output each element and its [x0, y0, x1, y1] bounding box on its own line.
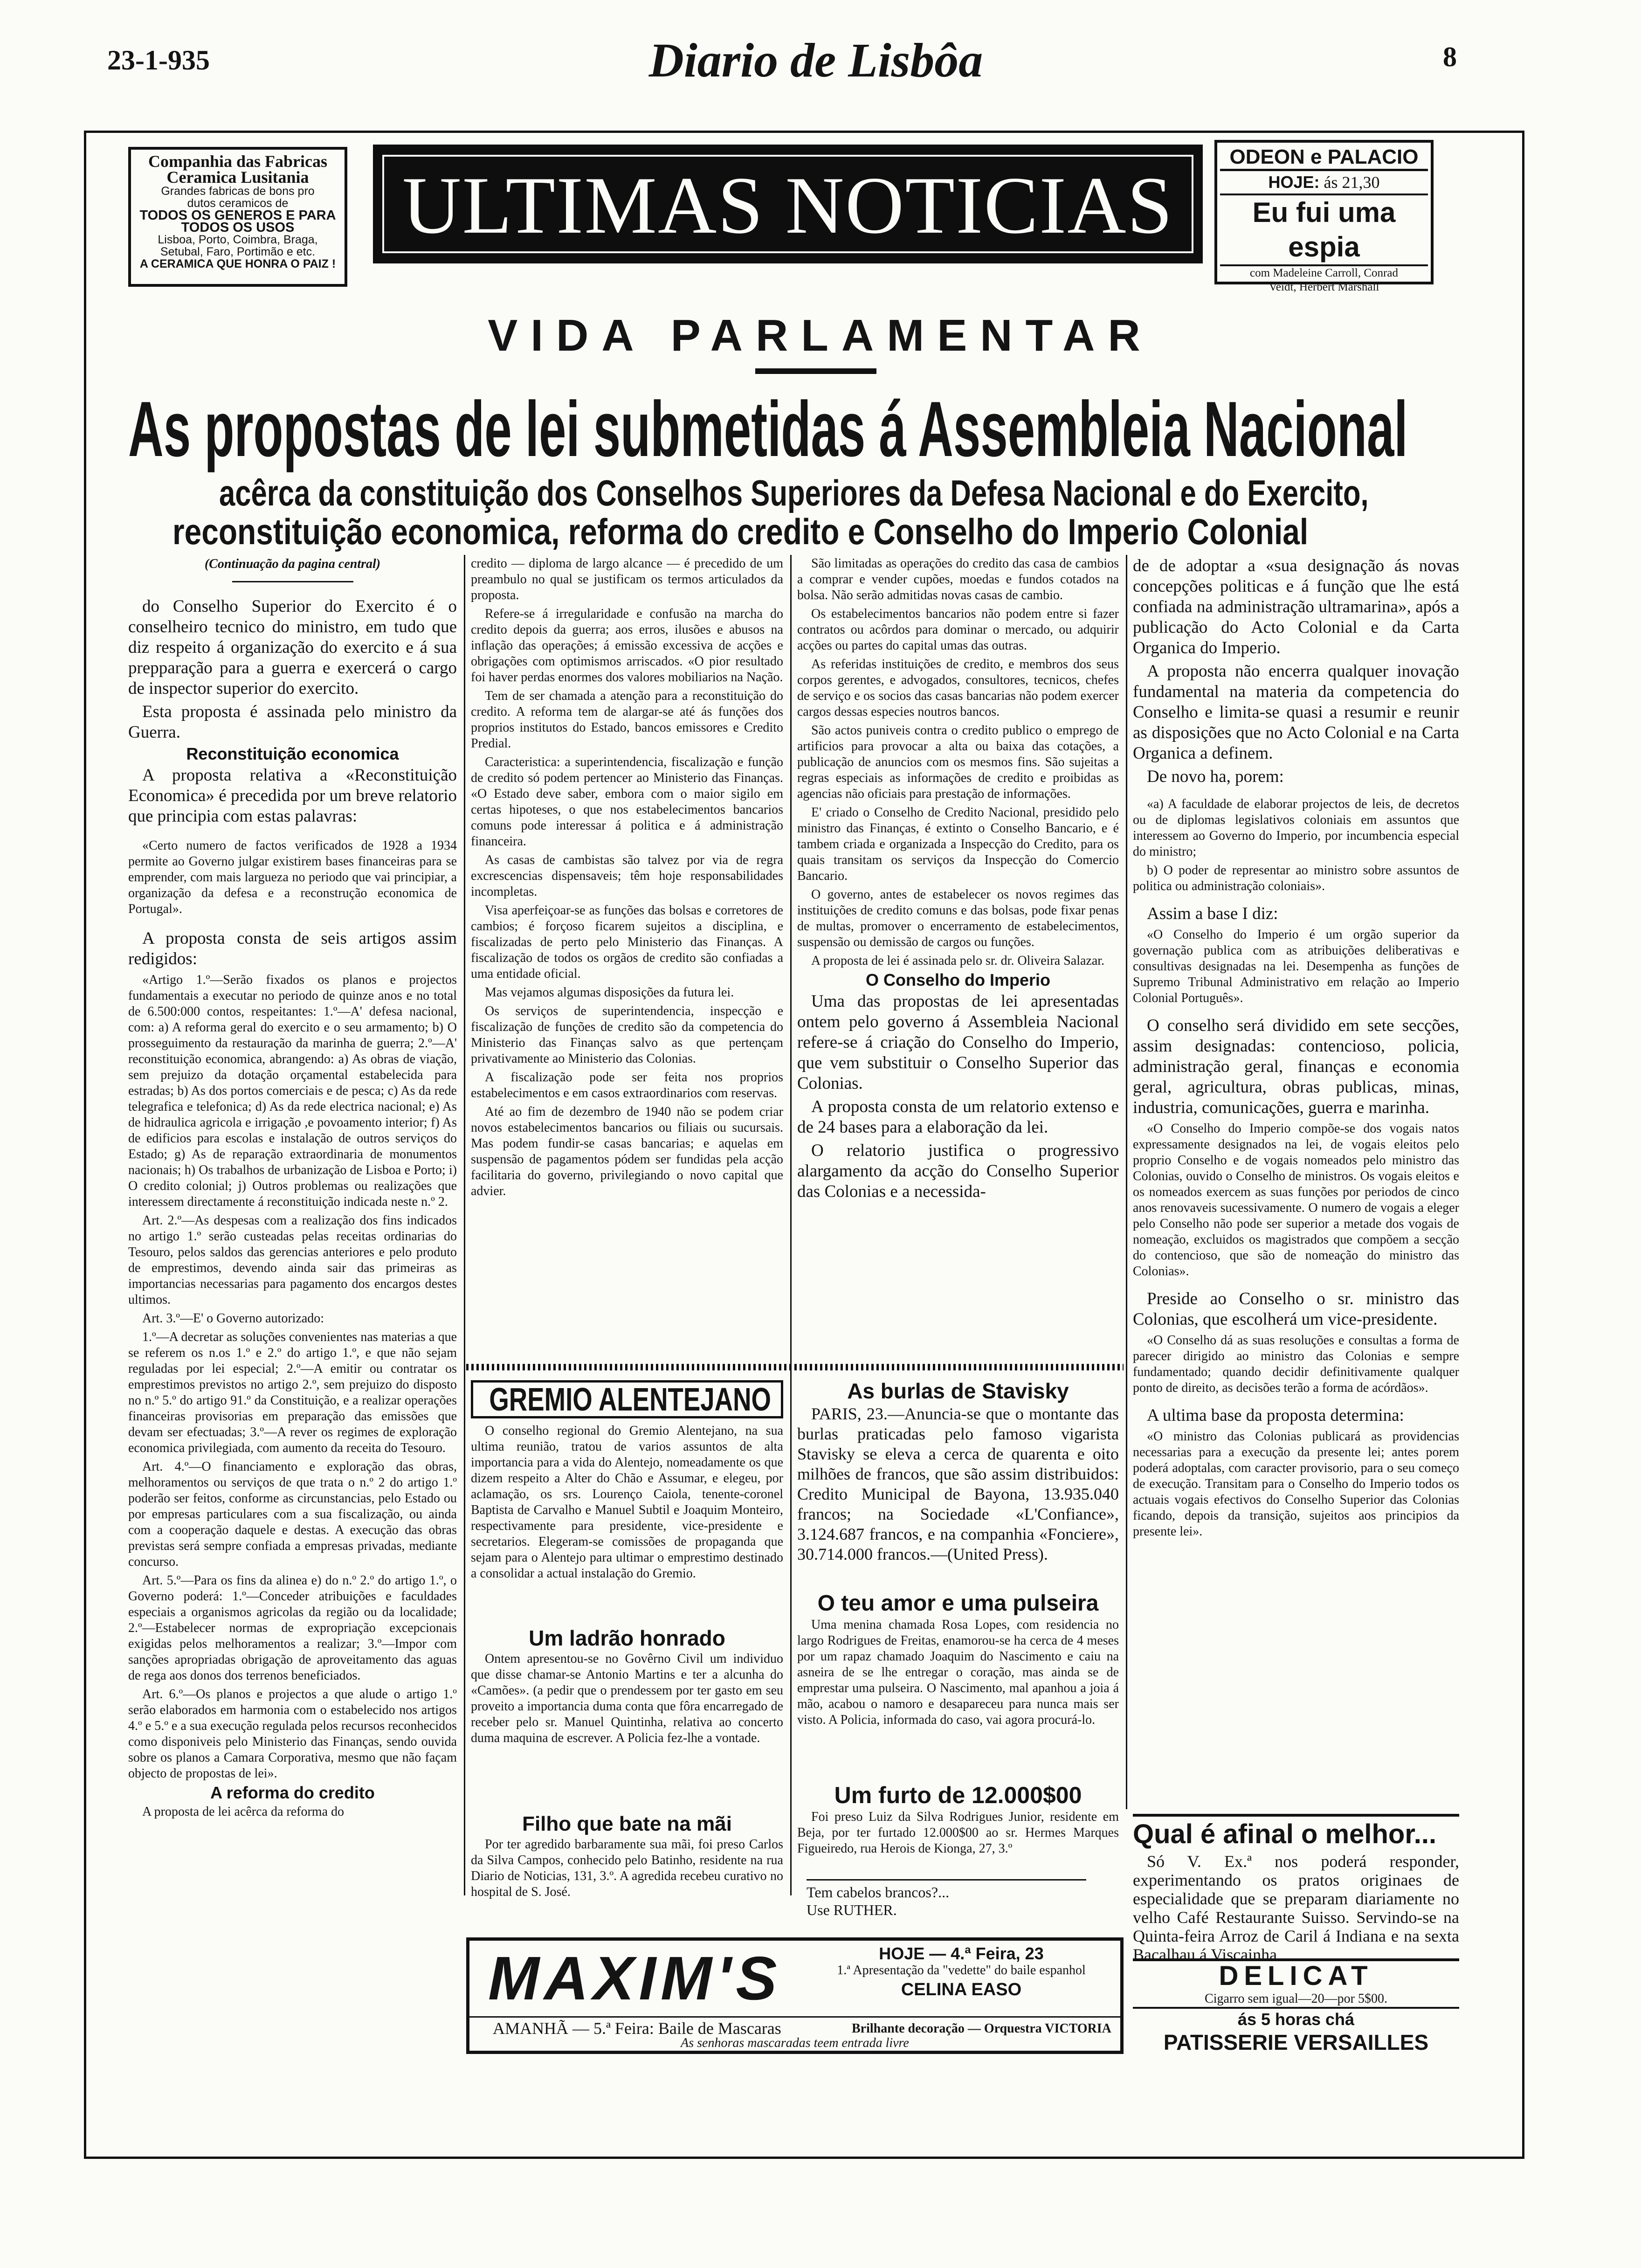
quote: «a) A faculdade de elaborar projectos de leis, de decretos ou de diplomas legislativos coloniais em assuntos que interessem ao Governo do Imperio, por incumbencia especial do ministro;: [1133, 797, 1459, 859]
paragraph: Os serviços de superintendencia, inspecção e fiscalização de funções de credito são da competencia do Ministerio das Finanças salvo as que pertençam privativamente ao Ministerio das Colonias.: [471, 1004, 783, 1066]
paragraph: Só V. Ex.ª nos poderá responder, experimentando os pratos originaes de especialidade que se preparam diariamente no velho Café Restaurante Suisso. Servindo-se na Quinta-feira Arroz de Caril á Indiana e na sexta Bacalhau á Viscainha.: [1133, 1852, 1459, 1964]
ad-ceramica-title: Companhia das Fabricas Ceramica Lusitania: [148, 152, 328, 187]
quote: «O Conselho do Imperio é um orgão superior da governação publica com as atribuições deliberativas e consultivas designadas na lei. Desempenha as funções de Supremo Tribunal Administrativo em relação ao Imperio Colonial Português».: [1133, 927, 1459, 1005]
ad-odeon-time: ás 21,30: [1324, 173, 1380, 192]
subheading: O Conselho do Imperio: [865, 970, 1051, 989]
subheadline: acêrca da constituição dos Conselhos Superiores da Defesa Nacional e do Exercito,: [219, 472, 1369, 513]
paragraph: A fiscalização pode ser feita nos proprios estabelecimentos e em casos extraordinarios com reservas.: [471, 1070, 783, 1100]
pulseira-title: O teu amor e uma pulseira: [817, 1591, 1099, 1616]
paragraph: Uma das propostas de lei apresentadas ontem pelo governo á Assembleia Nacional refere-se á criação do Conselho do Imperio, que vem substituir o Conselho Superior das Colonias.: [797, 992, 1119, 1093]
quote: «O Conselho do Imperio compõe-se dos vogais natos expressamente designados na lei, de vogais eleitos pelo proprio Conselho e de vogais nomeados pelo ministro das Colonias, ouvido o Conselho de ministros. Os vogais eleitos e os nomeados exercem as suas funções por periodos de cinco anos renovaveis sucessivamente. O numero de vogais a eleger pelo Conselho não pode ser superior a metade dos vogais de nomeação, excluidos os magistrados que compõem a secção do contencioso, que são de nomeação do ministro das Colonias».: [1133, 1121, 1459, 1279]
paragraph: Assim a base I diz:: [1147, 904, 1278, 923]
patisserie-name: PATISSERIE VERSAILLES: [1163, 2030, 1429, 2054]
paragraph: do Conselho Superior do Exercito é o conselheiro tecnico do ministro, em tudo que diz respeito á organização do exercito e á sua prepparação para a guerra e exercerá o cargo de inspector superior do exercito.: [128, 597, 457, 698]
paragraph: A proposta consta de um relatorio extenso e de 24 bases para a elaboração da lei.: [797, 1097, 1119, 1137]
qual-ad: [1133, 1814, 1459, 1964]
quote: 1.º—A decretar as soluções convenientes nas materias a que se referem os n.os 1.º e 2.º do artigo 1.º, e que não sejam reguladas por lei especial; 2.º—A emitir ou contratar os emprestimos previstos no artigo 2.º, sem prejuizo do disposto no n.º 5.º do artigo 91.º da Constituição, e a realizar operações financeiras provisorias em preparação das emissões que devam ser efectuadas; 3.º—A rever os regimes de exploração economica privilegiada, com aumento da receita do Tesouro.: [128, 1330, 457, 1455]
furto-title: Um furto de 12.000$00: [834, 1782, 1082, 1808]
paragraph: São actos puniveis contra o credito publico o emprego de artificios para provocar a alta ou baixa das cotações, a publicação de anuncios com os mesmos fins. São sujeitas a regras especiais as informações de credito e proibidas as agencias não oficiais para prestação de informações.: [797, 723, 1119, 801]
paragraph: A proposta de lei é assinada pelo sr. dr. Oliveira Salazar.: [811, 954, 1105, 968]
ad-odeon-film: Eu fui uma espia: [1220, 194, 1428, 266]
ad-odeon-cast: Veidt, Herbert Marshall: [1269, 281, 1379, 293]
paragraph: Preside ao Conselho o sr. ministro das Colonias, que escolherá um vice-presidente.: [1133, 1289, 1459, 1329]
qual-title: Qual é afinal o melhor...: [1133, 1819, 1437, 1849]
quote: Art. 3.º—E' o Governo autorizado:: [142, 1311, 324, 1326]
maxims-deco: Brilhante decoração — Orquestra VICTORIA: [852, 2021, 1111, 2036]
filho-story: [471, 1812, 783, 1899]
ruther-ad: [807, 1879, 1086, 1919]
paragraph: As referidas instituições de credito, e membros dos seus corpos gerentes, e advogados, consultores, tecnicos, chefes de serviço e os socios das casas bancarias não podem exercer cargos dessas especies noutros bancos.: [797, 657, 1119, 719]
paragraph: Até ao fim de dezembro de 1940 não se podem criar novos estabelecimentos bancarios ou filiais ou sucursais. Mas podem fundir-se casas bancarias; e aquelas em suspensão de pagamentos pódem ser fundidas pela acção facilitaria do governo, privilegiando o novo capital que advier.: [471, 1105, 783, 1198]
paragraph: Esta proposta é assinada pelo ministro da Guerra.: [128, 702, 457, 742]
ad-ceramica-line: Lisboa, Porto, Coimbra, Braga,: [158, 233, 318, 246]
paragraph: O governo, antes de estabelecer os novos regimes das instituições de credito comuns e das bolsas, pode fixar penas de multas, promover o encerramento de estabelecimentos, suspensão ou demissão de cargos ou funções.: [797, 887, 1119, 949]
paragraph: Os estabelecimentos bancarios não podem entre si fazer contratos ou acôrdos para dominar o mercado, ou adquirir acções ou partes do capital umas das outras.: [797, 607, 1119, 653]
paragraph: O conselho será dividido em sete secções, assim designadas: contencioso, policia, administração geral, finanças e economia geral, agricultura, obras publicas, minas, industria, comunicações, guerra e marinha.: [1133, 1016, 1459, 1117]
maxims-tomorrow: AMANHÃ — 5.ª Feira: Baile de Mascaras: [493, 2019, 781, 2038]
paragraph: Caracteristica: a superintendencia, fiscalização e função de credito só podem pertencer ao Ministerio das Finanças. «O Estado deve saber, embora com o maior sigilo em certas hipoteses, o que nos estabelecimentos bancarios comuns pode interessar á politica e á administração financeira.: [471, 755, 783, 849]
delicat-name: DELICAT: [1219, 1961, 1373, 1991]
quote: Art. 2.º—As despesas com a realização dos fins indicados no artigo 1.º serão custeadas pelas receitas ordinarias do Tesouro, pelos saldos das gerencias anteriores e pelo produto de emprestimos, devendo ainda sair das primeiras as importancias necessarias para pagamento dos encargos destes ultimos.: [128, 1213, 457, 1307]
quote: «Artigo 1.º—Serão fixados os planos e projectos fundamentais a executar no periodo de quinze anos e no total de 6.500:000 contos, respeitantes: 1.º—A' defesa nacional, com: a) A reforma geral do exercito e o seu armamento; b) O prosseguimento da restauração da marinha de guerra; 2.º—A' reconstituição economica, abrangendo: a) As obras de viação, sem prejuizo da dotação orçamental estabelecida para estradas; b) As dos portos comerciais e de pesca; c) As da rede telegrafica e telefonica; d) As da rede electrica nacional; e) As de hidraulica agricola e irrigação ,e povoamento interior; f) As de edificios para escolas e instalação de outros serviços do Estado; g) As de reparação extraordinaria de monumentos nacionais; h) Os trabalhos de urbanização de Lisboa e Porto; i) O credito colonial; j) Outros problemas ou realizações que interessem directamente á reconstituição indicada neste n.º 2.: [128, 973, 457, 1209]
ad-odeon-cast: com Madeleine Carroll, Conrad: [1250, 267, 1398, 279]
filho-title: Filho que bate na mãi: [522, 1812, 732, 1835]
subheading: Reconstituição economica: [186, 744, 399, 763]
paragraph: As casas de cambistas são talvez por via de regra excrescencias dispensaveis; têm hoje responsabilidades incompletas.: [471, 853, 783, 899]
ad-ceramica-line: TODOS OS USOS: [181, 220, 295, 235]
paragraph: A proposta de lei acêrca da reforma do: [142, 1805, 345, 1819]
article-column-3: [797, 556, 1119, 1360]
paragraph: Tem de ser chamada a atenção para a reconstituição do credito. A reforma tem de alargar-se até ás funções dos proprios institutos do Estado, bancos emissores e Credito Predial.: [471, 689, 783, 751]
paragraph: A ultima base da proposta determina:: [1147, 1406, 1404, 1425]
ad-ceramica-line: Grandes fabricas de bons pro: [161, 185, 315, 198]
paragraph: Ontem apresentou-se no Govêrno Civil um individuo que disse chamar-se Antonio Martins e ter a alcunha do «Camões». (a pedir que o prendessem por ter gasto em seu proveito a importancia duma conta que fôra encarregado de receber pelo sr. Manuel Quintinha, relativa ao concerto duma maquina de escrever. A Policia fez-lhe a vontade.: [471, 1652, 783, 1745]
delicat-text: Cigarro sem igual—20—por 5$00.: [1205, 1991, 1387, 2006]
dotted-separator: [466, 1364, 1124, 1370]
paragraph: De novo ha, porem:: [1147, 767, 1284, 786]
maxims-line: 1.ª Apresentação da "vedette" do baile espanhol: [837, 1963, 1086, 1978]
pulseira-story: [797, 1590, 1119, 1777]
ad-ceramica-line: dutos ceramicos de: [187, 197, 289, 210]
paragraph: O conselho regional do Gremio Alentejano, na sua ultima reunião, tratou de varios assuntos de alta importancia para a vida do Alentejo, nomeadamente os que dizem respeito a Alter do Chão e Assumar, e elegeu, por aclamação, os srs. Lourenço Caiola, tenente-coronel Baptista de Carvalho e Manuel Subtil e Joaquim Monteiro, respectivamente para presidente, vice-presidente e secretarios. Elegeram-se comissões de propaganda que sejam para o Alentejo para ultimar o emprestimo destinado a consolidar a actual instalação do Gremio.: [471, 1424, 783, 1581]
patisserie-time: ás 5 horas chá: [1237, 2010, 1355, 2029]
ad-odeon-title: ODEON e PALACIO: [1220, 145, 1428, 171]
paragraph: Refere-se á irregularidade e confusão na marcha do credito depois da guerra; aos erros, ilusões e abusos na inflação das operações; á emissão excessiva de acções e obrigações com optimismos arriscados. «O pior resultado foi haver perdas enormes dos valores mobiliarios na Nação.: [471, 607, 783, 685]
article-column-1: [128, 556, 457, 2067]
ad-odeon-label: HOJE:: [1268, 173, 1320, 192]
paragraph: credito — diploma de largo alcance — é precedido de um preambulo no qual se justificam os termos articulados da proposta.: [471, 556, 783, 602]
article-column-4: [1133, 556, 1459, 1808]
quote: «Certo numero de factos verificados de 1928 a 1934 permite ao Governo julgar existirem bases financeiras para se emprender, com mais largueza no periodo que vai principiar, a organização da defesa e a reconstrução economica de Portugal».: [128, 838, 457, 916]
banner-ultimas-noticias: [373, 145, 1203, 263]
delicat-ad: [1133, 1958, 1459, 2054]
ruther-line: Tem cabelos brancos?...: [807, 1884, 950, 1901]
stavisky-story: [797, 1378, 1119, 1583]
paragraph: E' criado o Conselho de Credito Nacional, presidido pelo ministro das Finanças, é extinto o Conselho Bancario, e é tambem criada e organizada a Inspecção do Credito, para os quais transitam os serviços da Inspecção do Comercio Bancario.: [797, 805, 1119, 883]
headline: As propostas de lei submetidas á Assembleia Nacional: [128, 385, 1408, 473]
banner-title: ULTIMAS NOTICIAS: [402, 160, 1174, 250]
stavisky-title: As burlas de Stavisky: [847, 1379, 1069, 1403]
section-rule: [755, 368, 876, 374]
issue-date: 23-1-935: [107, 45, 210, 76]
page-number: 8: [1443, 41, 1457, 72]
paragraph: Foi preso Luiz da Silva Rodrigues Junior, residente em Beja, por ter furtado 12.000$00 ao sr. Hermes Marques Figueiredo, rua Herois de Kionga, 27, 3.º: [797, 1810, 1119, 1856]
ad-ceramica-line: Setubal, Faro, Portimão e etc.: [160, 245, 316, 258]
maxims-vedette: CELINA EASO: [901, 1980, 1022, 1999]
quote: b) O poder de representar ao ministro sobre assuntos de politica ou administração coloniais».: [1133, 863, 1459, 893]
paragraph: de de adoptar a «sua designação ás novas concepções politicas e á função que lhe está confiada na administração ultramarina», após a publicação do Acto Colonial e da Carta Organica do Imperio.: [1133, 556, 1459, 657]
maxims-name: MAXIM'S: [488, 1944, 782, 2012]
paragraph: A proposta relativa a «Reconstituição Economica» é precedida por um breve relatorio que principia com estas palavras:: [128, 766, 457, 826]
article-column-2: [471, 556, 783, 1360]
paragraph: A proposta não encerra qualquer inovação fundamental na materia da competencia do Conselho e limita-se quasi a resumir e reunir as disposições que no Acto Colonial e na Carta Organica a definem.: [1133, 662, 1459, 763]
ruther-line: Use RUTHER.: [807, 1902, 897, 1918]
maxims-note: As senhoras mascaradas teem entrada livre: [681, 2036, 909, 2050]
paragraph: Mas vejamos algumas disposições da futura lei.: [485, 985, 734, 1000]
gremio-title: GREMIO ALENTEJANO: [489, 1381, 772, 1418]
paragraph: PARIS, 23.—Anuncia-se que o montante das burlas praticadas pelo famoso vigarista Stavisky se eleva a cerca de quarenta e oito milhões de francos, que são assim distribuidos: Credito Municipal de Bayona, 13.935.040 francos; na Sociedade «L'Confiance», 3.124.687 francos, e na companhia «Fonciere», 30.714.000 francos.—(United Press).: [797, 1404, 1119, 1563]
ad-odeon: [1214, 140, 1434, 293]
gremio-story: [471, 1380, 783, 1618]
quote: Art. 4.º—O financiamento e exploração das obras, melhoramentos ou serviços de que trata o n.º 2 do artigo 1.º poderão ser feitos, conforme as circunstancias, pelo Estado ou por empresas particulares com a sua fiscalização, ou ainda com a cooperação daquele e destas. A execução das obras previstas será sempre confiada a empresas privadas, mediante concurso.: [128, 1459, 457, 1569]
paragraph: São limitadas as operações do credito das casa de cambios a comprar e vender cupões, moedas e fundos cotados na bolsa. Não serão admitidas novas casas de cambio.: [797, 556, 1119, 602]
quote: Art. 6.º—Os planos e projectos a que alude o artigo 1.º serão elaborados em harmonia com o estabelecido nos artigos 4.º e 5.º e a sua execução regulada pelos recursos reconhecidos como disponiveis pelo Ministerio das Finanças, sendo ouvida sobre os planos a Camara Corporativa, mesmo que não façam objecto de propostas de lei».: [128, 1687, 457, 1781]
subheadline: reconstituição economica, reforma do credito e Conselho do Imperio Colonial: [172, 511, 1309, 552]
paragraph: Por ter agredido barbaramente sua mãi, foi preso Carlos da Silva Campos, conhecido pelo Batinho, residente na rua Diario de Noticias, 131, 3.º. A agredida recebeu curativo no hospital de S. José.: [471, 1837, 783, 1899]
quote: «O ministro das Colonias publicará as providencias necessarias para a execução da presente lei; antes porem poderá adoptalas, com caracter provisorio, para o seu começo de execução. Transitam para o Conselho do Imperio todos os actuais vogais efectivos do Conselho Superior das Colonias ficando, depois da transição, sujeitos aos principios da presente lei».: [1133, 1429, 1459, 1539]
quote: «O Conselho dá as suas resoluções e consultas a forma de parecer dirigido ao ministro das Colonias e sempre fundamentado; quando decidir definitivamente qualquer ponto de direito, as decisões terão a forma de acórdãos».: [1133, 1333, 1459, 1395]
furto-story: [797, 1781, 1119, 1874]
section-title: VIDA PARLAMENTAR: [488, 311, 1153, 360]
paragraph: O relatorio justifica o progressivo alargamento da acção do Conselho Superior das Colonias e a necessida-: [797, 1141, 1119, 1201]
subheading: A reforma do credito: [210, 1783, 375, 1802]
maxims-today: HOJE — 4.ª Feira, 23: [879, 1944, 1044, 1963]
masthead: Diario de Lisbôa: [648, 34, 983, 87]
paragraph: Uma menina chamada Rosa Lopes, com residencia no largo Rodrigues de Freitas, enamorou-se ha cerca de 4 meses por um rapaz chamado Joaquim do Nascimento e caiu na asneira de se lhe entregar o coração, mas ainda se de emprestar uma pulseira. O Nascimento, mal apanhou a joia á mão, acabou o namoro e desapareceu para nunca mais ser visto. A Policia, informada do caso, vai agora procurá-lo.: [797, 1618, 1119, 1727]
ad-ceramica: [128, 147, 347, 287]
continuation-note: (Continuação da pagina central): [204, 557, 381, 571]
ad-ceramica-slogan: A CERAMICA QUE HONRA O PAIZ !: [139, 257, 336, 270]
paragraph: Visa aperfeiçoar-se as funções das bolsas e corretores de cambios; é forçoso ficarem sujeitos a disciplina, e fiscalizadas de perto pelo Ministerio das Finanças. A fiscalização de todos os orgãos de credito são confiadas a uma entidade oficial.: [471, 903, 783, 981]
paragraph: A proposta consta de seis artigos assim redigidos:: [128, 929, 457, 968]
ladrao-title: Um ladrão honrado: [529, 1626, 725, 1650]
quote: Art. 5.º—Para os fins da alinea e) do n.º 2.º do artigo 1.º, o Governo poderá: 1.º—Conceder atribuições e faculdades especiais a organismos agricolas da região ou da localidade; 2.º—Estabelecer normas de expropriação excepcionais exigidas pelos melhoramentos a realizar; 3.º—Impor com sanções apropriadas obrigação de aproveitamento das aguas de rega aos donos dos terrenos beneficiados.: [128, 1573, 457, 1683]
maxims-ad: [466, 1937, 1124, 2054]
ad-ceramica-line: TODOS OS GENEROS E PARA: [139, 208, 336, 223]
ladrao-story: [471, 1625, 783, 1809]
